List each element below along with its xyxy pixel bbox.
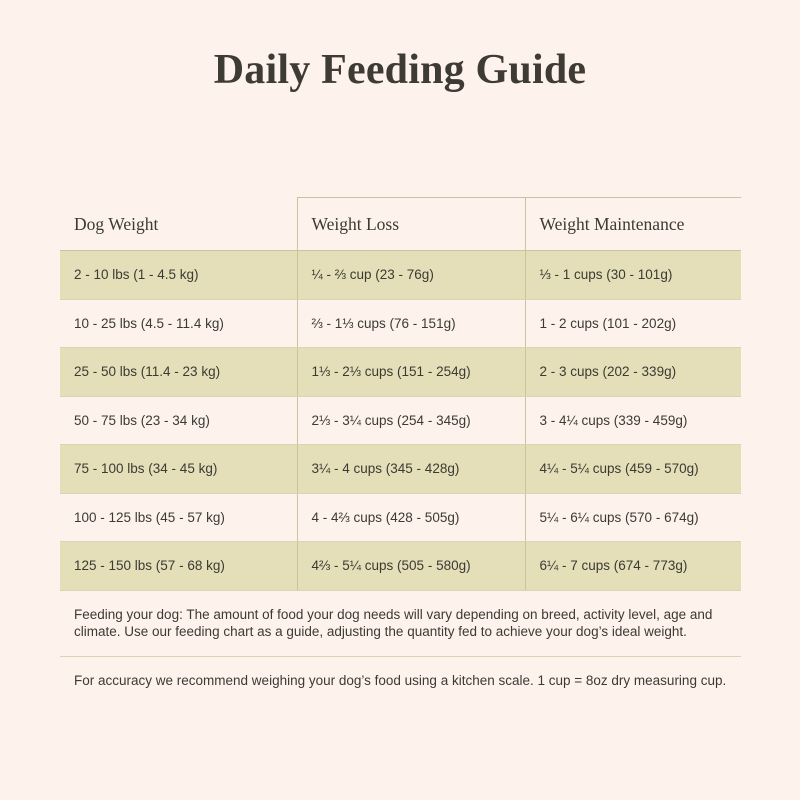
feeding-table-container xyxy=(60,197,741,704)
table-row xyxy=(60,251,741,300)
table-row xyxy=(60,445,741,494)
page-title: Daily Feeding Guide xyxy=(213,47,587,93)
table-row xyxy=(60,493,741,542)
cell-weight-loss: 2⅓ - 3¼ cups (254 - 345g) xyxy=(297,396,525,445)
cell-weight-loss: 1⅓ - 2⅓ cups (151 - 254g) xyxy=(297,348,525,397)
cell-weight-maintenance: 1 - 2 cups (101 - 202g) xyxy=(525,299,741,348)
note-row xyxy=(60,590,741,656)
cell-dog-weight: 50 - 75 lbs (23 - 34 kg) xyxy=(60,396,297,445)
feeding-table xyxy=(60,197,741,704)
feeding-note-general: Feeding your dog: The amount of food your dog needs will vary depending on breed, activity level, age and climate. Use our feeding chart as a guide, adjusting the quantity fed to achieve your dog’s ideal weight. xyxy=(60,590,741,656)
table-row xyxy=(60,396,741,445)
column-header-weight-loss: Weight Loss xyxy=(297,198,525,251)
cell-weight-maintenance: 2 - 3 cups (202 - 339g) xyxy=(525,348,741,397)
cell-weight-loss: ¼ - ⅔ cup (23 - 76g) xyxy=(297,251,525,300)
table-row xyxy=(60,542,741,591)
cell-weight-loss: 4⅔ - 5¼ cups (505 - 580g) xyxy=(297,542,525,591)
column-header-weight-maintenance: Weight Maintenance xyxy=(525,198,741,251)
cell-weight-maintenance: 6¼ - 7 cups (674 - 773g) xyxy=(525,542,741,591)
table-row xyxy=(60,299,741,348)
cell-dog-weight: 75 - 100 lbs (34 - 45 kg) xyxy=(60,445,297,494)
cell-dog-weight: 125 - 150 lbs (57 - 68 kg) xyxy=(60,542,297,591)
cell-dog-weight: 10 - 25 lbs (4.5 - 11.4 kg) xyxy=(60,299,297,348)
note-row xyxy=(60,656,741,704)
cell-weight-maintenance: 4¼ - 5¼ cups (459 - 570g) xyxy=(525,445,741,494)
cell-weight-loss: 3¼ - 4 cups (345 - 428g) xyxy=(297,445,525,494)
cell-weight-loss: 4 - 4⅔ cups (428 - 505g) xyxy=(297,493,525,542)
cell-weight-loss: ⅔ - 1⅓ cups (76 - 151g) xyxy=(297,299,525,348)
cell-dog-weight: 2 - 10 lbs (1 - 4.5 kg) xyxy=(60,251,297,300)
table-header-row xyxy=(60,198,741,251)
cell-dog-weight: 25 - 50 lbs (11.4 - 23 kg) xyxy=(60,348,297,397)
table-row xyxy=(60,348,741,397)
cell-dog-weight: 100 - 125 lbs (45 - 57 kg) xyxy=(60,493,297,542)
cell-weight-maintenance: ⅓ - 1 cups (30 - 101g) xyxy=(525,251,741,300)
cell-weight-maintenance: 3 - 4¼ cups (339 - 459g) xyxy=(525,396,741,445)
cell-weight-maintenance: 5¼ - 6¼ cups (570 - 674g) xyxy=(525,493,741,542)
feeding-note-accuracy: For accuracy we recommend weighing your dog’s food using a kitchen scale. 1 cup = 8oz dry measuring cup. xyxy=(60,656,741,704)
column-header-dog-weight: Dog Weight xyxy=(60,198,297,251)
